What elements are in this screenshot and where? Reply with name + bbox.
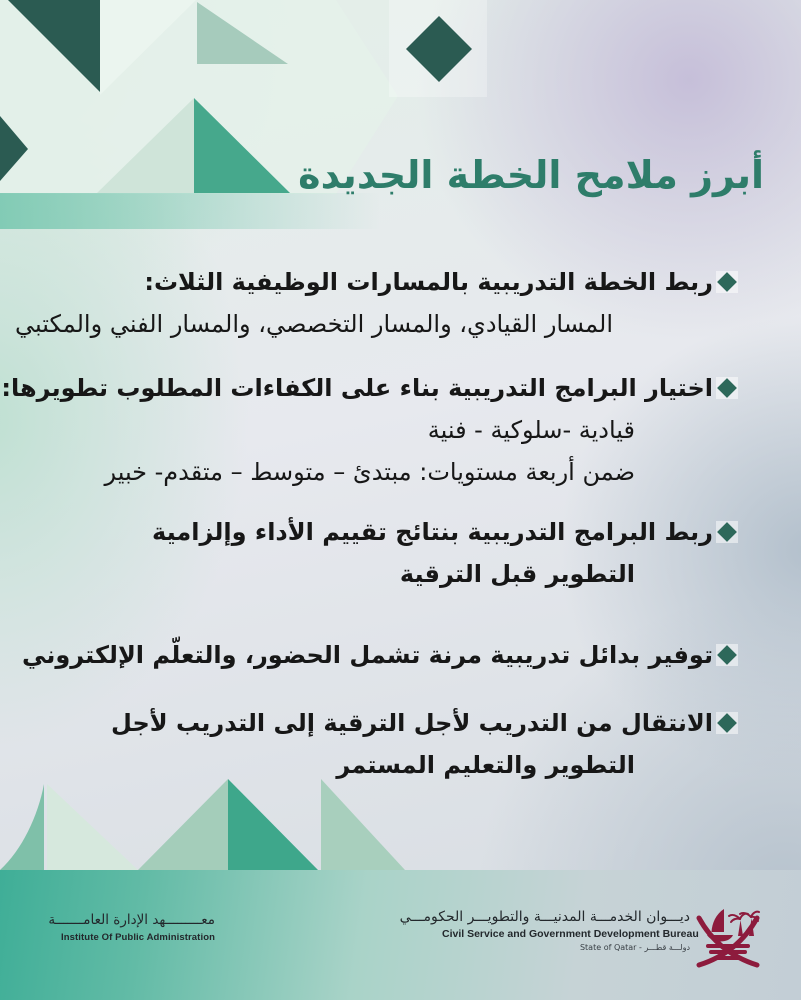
diamond-bullet-icon: [716, 521, 738, 543]
bullet-subline: ضمن أربعة مستويات: مبتدئ – متوسط – متقدم- خبير: [104, 458, 635, 486]
bullet-heading: ربط الخطة التدريبية بالمسارات الوظيفية الثلاث:: [144, 268, 713, 296]
bullet-item: [1, 702, 738, 786]
diamond-bullet-icon: [716, 644, 738, 666]
bullet-subline: المسار القيادي، والمسار التخصصي، والمسار الفني والمكتبي: [15, 310, 613, 338]
bullet-item: [1, 634, 738, 676]
qatar-emblem-icon: [695, 906, 761, 968]
bullet-heading: توفير بدائل تدريبية مرنة تشمل الحضور، والتعلّم الإلكتروني: [22, 641, 713, 669]
bullet-heading: الانتقال من التدريب لأجل الترقية إلى التدريب لأجل: [111, 709, 713, 737]
diamond-bullet-icon: [716, 271, 738, 293]
diamond-bullet-icon: [716, 377, 738, 399]
bullet-item: [1, 261, 738, 345]
csgdb-logo-arabic: ديـــوان الخدمـــة المدنيـــة والتطويـــر الحكومـــي: [399, 909, 690, 925]
csgdb-logo-state-line: دولـــة قطـــر - State of Qatar: [579, 943, 690, 952]
geometric-decoration-top: [0, 0, 801, 240]
bullet-heading-continued: التطوير قبل الترقية: [399, 560, 635, 588]
page-title: أبرز ملامح الخطة الجديدة: [298, 153, 764, 197]
ipa-logo: [48, 911, 215, 945]
bullet-heading-continued: التطوير والتعليم المستمر: [336, 751, 635, 779]
csgdb-logo: [399, 908, 699, 954]
ipa-logo-arabic: معـــــــــهد الإدارة العامـــــــة: [48, 912, 215, 928]
bullet-list: [1, 261, 738, 786]
diamond-bullet-icon: [716, 712, 738, 734]
bullet-item: [1, 367, 738, 493]
bullet-subline: قيادية -سلوكية - فنية: [427, 416, 635, 444]
bullet-heading: اختيار البرامج التدريبية بناء على الكفاءات المطلوب تطويرها:: [1, 374, 713, 402]
bullet-item: [1, 511, 738, 595]
ipa-logo-english: Institute Of Public Administration: [61, 932, 215, 943]
bullet-heading: ربط البرامج التدريبية بنتائج تقييم الأداء وإلزامية: [152, 518, 713, 546]
csgdb-logo-english: Civil Service and Government Development Bureau: [442, 928, 699, 940]
